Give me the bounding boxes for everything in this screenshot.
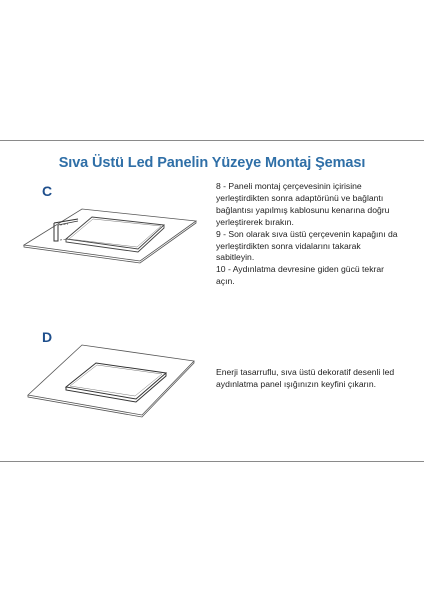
text-line: Enerji tasarruflu, sıva üstü dekoratif desenli led: [216, 367, 395, 377]
text-line: yerleştirdikten sonra vidalarını takarak: [216, 240, 361, 251]
text-line: açın.: [216, 276, 235, 287]
text-line: aydınlatma panel ışığınızın keyfini çıkarın.: [216, 378, 377, 389]
step-letter-c: C: [42, 183, 53, 199]
text-line: sabitleyin.: [216, 252, 255, 263]
text-line: yerleştirerek bırakın.: [216, 216, 294, 227]
text-line: 10 - Aydınlatma devresine giden gücü tekrar: [216, 264, 384, 275]
instruction-sheet: [0, 140, 424, 462]
diagram-frame-assembly: [18, 199, 198, 271]
step-d-description: [216, 367, 416, 391]
text-line: bağlantısı yapılmış kablosunu kenarına doğru: [216, 204, 390, 215]
page-title: Sıva Üstü Led Panelin Yüzeye Montaj Şeması: [58, 155, 366, 171]
step-c-instructions: [216, 181, 416, 288]
text-line: 8 - Paneli montaj çerçevesinin içirisine: [216, 181, 362, 191]
text-line: yerleştirdikten sonra adaptörünü ve bağlantı: [216, 192, 384, 203]
diagram-final-panel: [18, 339, 198, 419]
step-letter-d: D: [42, 329, 53, 345]
text-line: 9 - Son olarak sıva üstü çerçevenin kapağını da: [216, 228, 398, 239]
